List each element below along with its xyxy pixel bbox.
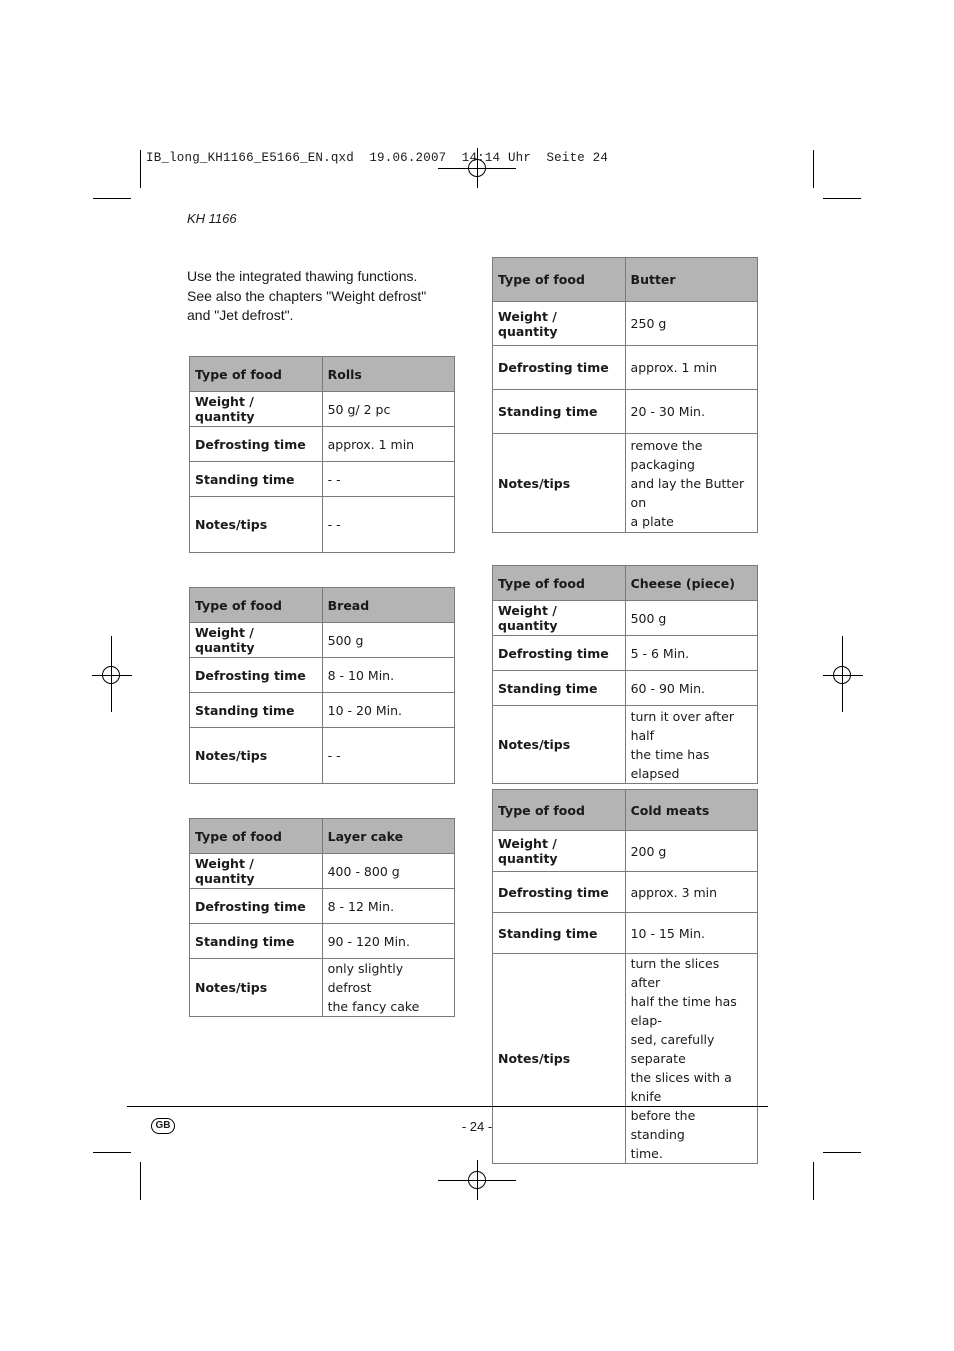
model-number: KH 1166 [187,211,237,226]
standing-time-label: Standing time [190,693,323,728]
notes-label: Notes/tips [493,706,626,784]
weight-value: 50 g/ 2 pc [322,392,454,427]
notes-value: - - [322,728,454,784]
crop-mark [140,1162,141,1200]
notes-label: Notes/tips [190,959,323,1017]
weight-value: 250 g [625,302,757,346]
crop-mark [93,1152,131,1153]
standing-time-value: 10 - 15 Min. [625,913,757,954]
type-of-food-label: Type of food [190,819,323,854]
registration-target-icon [468,1171,486,1189]
defrosting-time-label: Defrosting time [190,889,323,924]
defrosting-time-value: approx. 1 min [625,346,757,390]
crop-mark [823,1152,861,1153]
defrosting-time-label: Defrosting time [190,658,323,693]
defrosting-time-value: approx. 1 min [322,427,454,462]
notes-label: Notes/tips [190,728,323,784]
weight-label: Weight / quantity [493,302,626,346]
defrost-table-cheese [492,565,758,784]
standing-time-label: Standing time [493,390,626,434]
crop-mark [823,198,861,199]
type-of-food-label: Type of food [493,566,626,601]
notes-value: only slightly defrost the fancy cake [322,959,454,1017]
type-of-food-label: Type of food [190,588,323,623]
registration-target-icon [102,666,120,684]
intro-line: Use the integrated thawing functions. [187,268,418,284]
type-of-food-label: Type of food [493,258,626,302]
standing-time-label: Standing time [493,913,626,954]
crop-mark [813,150,814,188]
weight-label: Weight / quantity [493,601,626,636]
print-slug: IB_long_KH1166_E5166_EN.qxd 19.06.2007 14:14 Uhr Seite 24 [146,151,609,165]
crop-mark [140,150,141,188]
defrost-table-butter [492,257,758,533]
type-of-food-label: Type of food [493,790,626,831]
weight-value: 500 g [625,601,757,636]
defrosting-time-label: Defrosting time [493,872,626,913]
weight-label: Weight / quantity [190,392,323,427]
defrosting-time-value: approx. 3 min [625,872,757,913]
food-name: Bread [322,588,454,623]
standing-time-label: Standing time [190,924,323,959]
defrosting-time-label: Defrosting time [493,346,626,390]
notes-value: remove the packaging and lay the Butter on a plate [625,434,757,533]
crop-mark [93,198,131,199]
food-name: Cheese (piece) [625,566,757,601]
notes-value: turn it over after half the time has elapsed [625,706,757,784]
intro-line: See also the chapters "Weight defrost" [187,287,427,304]
notes-value: turn the slices after half the time has elap- sed, carefully separate the slices with a knife before the standing time. [625,954,757,1164]
standing-time-value: 20 - 30 Min. [625,390,757,434]
food-name: Butter [625,258,757,302]
standing-time-value: 90 - 120 Min. [322,924,454,959]
country-badge: GB [151,1118,175,1134]
notes-label: Notes/tips [190,497,323,553]
food-name: Layer cake [322,819,454,854]
weight-label: Weight / quantity [190,623,323,658]
registration-target-icon [833,666,851,684]
defrost-table-rolls [189,356,455,553]
weight-label: Weight / quantity [190,854,323,889]
standing-time-value: 10 - 20 Min. [322,693,454,728]
weight-value: 200 g [625,831,757,872]
standing-time-label: Standing time [190,462,323,497]
intro-text [187,267,467,326]
food-name: Cold meats [625,790,757,831]
standing-time-value: - - [322,462,454,497]
defrosting-time-value: 8 - 12 Min. [322,889,454,924]
notes-label: Notes/tips [493,954,626,1164]
defrosting-time-value: 8 - 10 Min. [322,658,454,693]
page-number: - 24 - [461,1119,493,1134]
food-name: Rolls [322,357,454,392]
crop-mark [813,1162,814,1200]
standing-time-value: 60 - 90 Min. [625,671,757,706]
notes-label: Notes/tips [493,434,626,533]
weight-label: Weight / quantity [493,831,626,872]
type-of-food-label: Type of food [190,357,323,392]
defrost-table-cold-meats [492,789,758,1164]
footer-rule [127,1106,768,1107]
intro-line: and "Jet defrost". [187,307,294,323]
defrosting-time-value: 5 - 6 Min. [625,636,757,671]
notes-value: - - [322,497,454,553]
standing-time-label: Standing time [493,671,626,706]
weight-value: 500 g [322,623,454,658]
defrosting-time-label: Defrosting time [493,636,626,671]
defrosting-time-label: Defrosting time [190,427,323,462]
defrost-table-layer-cake [189,818,455,1017]
defrost-table-bread [189,587,455,784]
weight-value: 400 - 800 g [322,854,454,889]
